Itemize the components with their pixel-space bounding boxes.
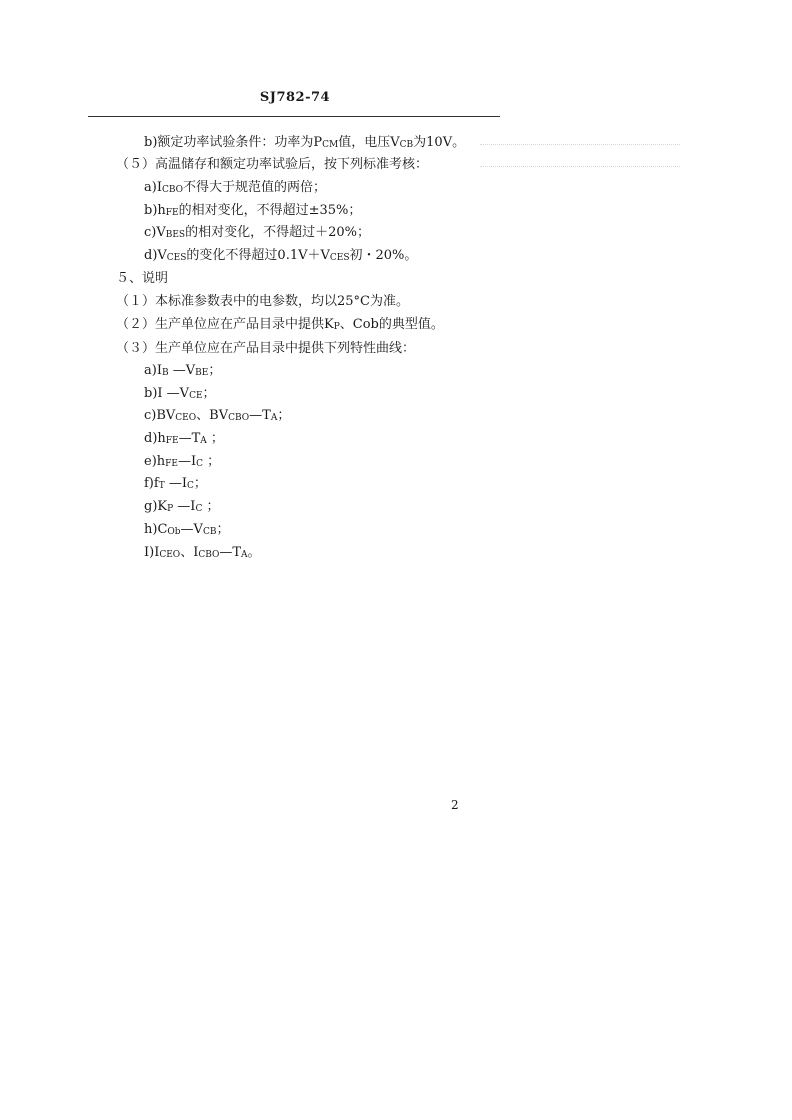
text-line: a)ICBO不得大于规范值的两倍；: [144, 180, 327, 195]
text-line: （２）生产单位应在产品目录中提供KP、Cob的典型值。: [116, 317, 444, 332]
text-line: （１）本标准参数表中的电参数，均以25°C为准。: [116, 294, 409, 309]
document-header: SJ782-74: [259, 90, 331, 105]
curve-item: a)IB —VBE；: [144, 363, 222, 378]
curve-item: f)fT —IC；: [144, 476, 207, 491]
page-number: 2: [451, 798, 459, 812]
curve-item: c)BVCEO、BVCBO—TA；: [144, 408, 291, 423]
section-heading: ５、说明: [116, 271, 169, 286]
curve-item: g)KP —IC ；: [144, 499, 220, 514]
text-line: b)额定功率试验条件：功率为PCM值，电压VCB为10V。: [144, 135, 466, 150]
text-line: （３）生产单位应在产品目录中提供下列特性曲线：: [116, 341, 416, 356]
scan-artifact: [480, 166, 680, 167]
curve-item: b)I —VCE；: [144, 386, 216, 401]
curve-item: I)ICEO、ICBO—TA。: [144, 545, 261, 560]
section-heading: （５）高温储存和额定功率试验后，按下列标准考核：: [116, 157, 429, 172]
curve-item: e)hFE—IC ；: [144, 454, 221, 469]
text-line: c)VBES的相对变化，不得超过＋20%；: [144, 225, 371, 240]
scan-artifact: [480, 144, 680, 145]
text-line: b)hFE的相对变化，不得超过±35%；: [144, 203, 362, 218]
text-line: d)VCES的变化不得超过0.1V＋VCES初・20%。: [144, 248, 418, 263]
header-rule: [88, 116, 500, 117]
curve-item: d)hFE—TA ；: [144, 431, 224, 446]
curve-item: h)COb—VCB；: [144, 522, 230, 537]
